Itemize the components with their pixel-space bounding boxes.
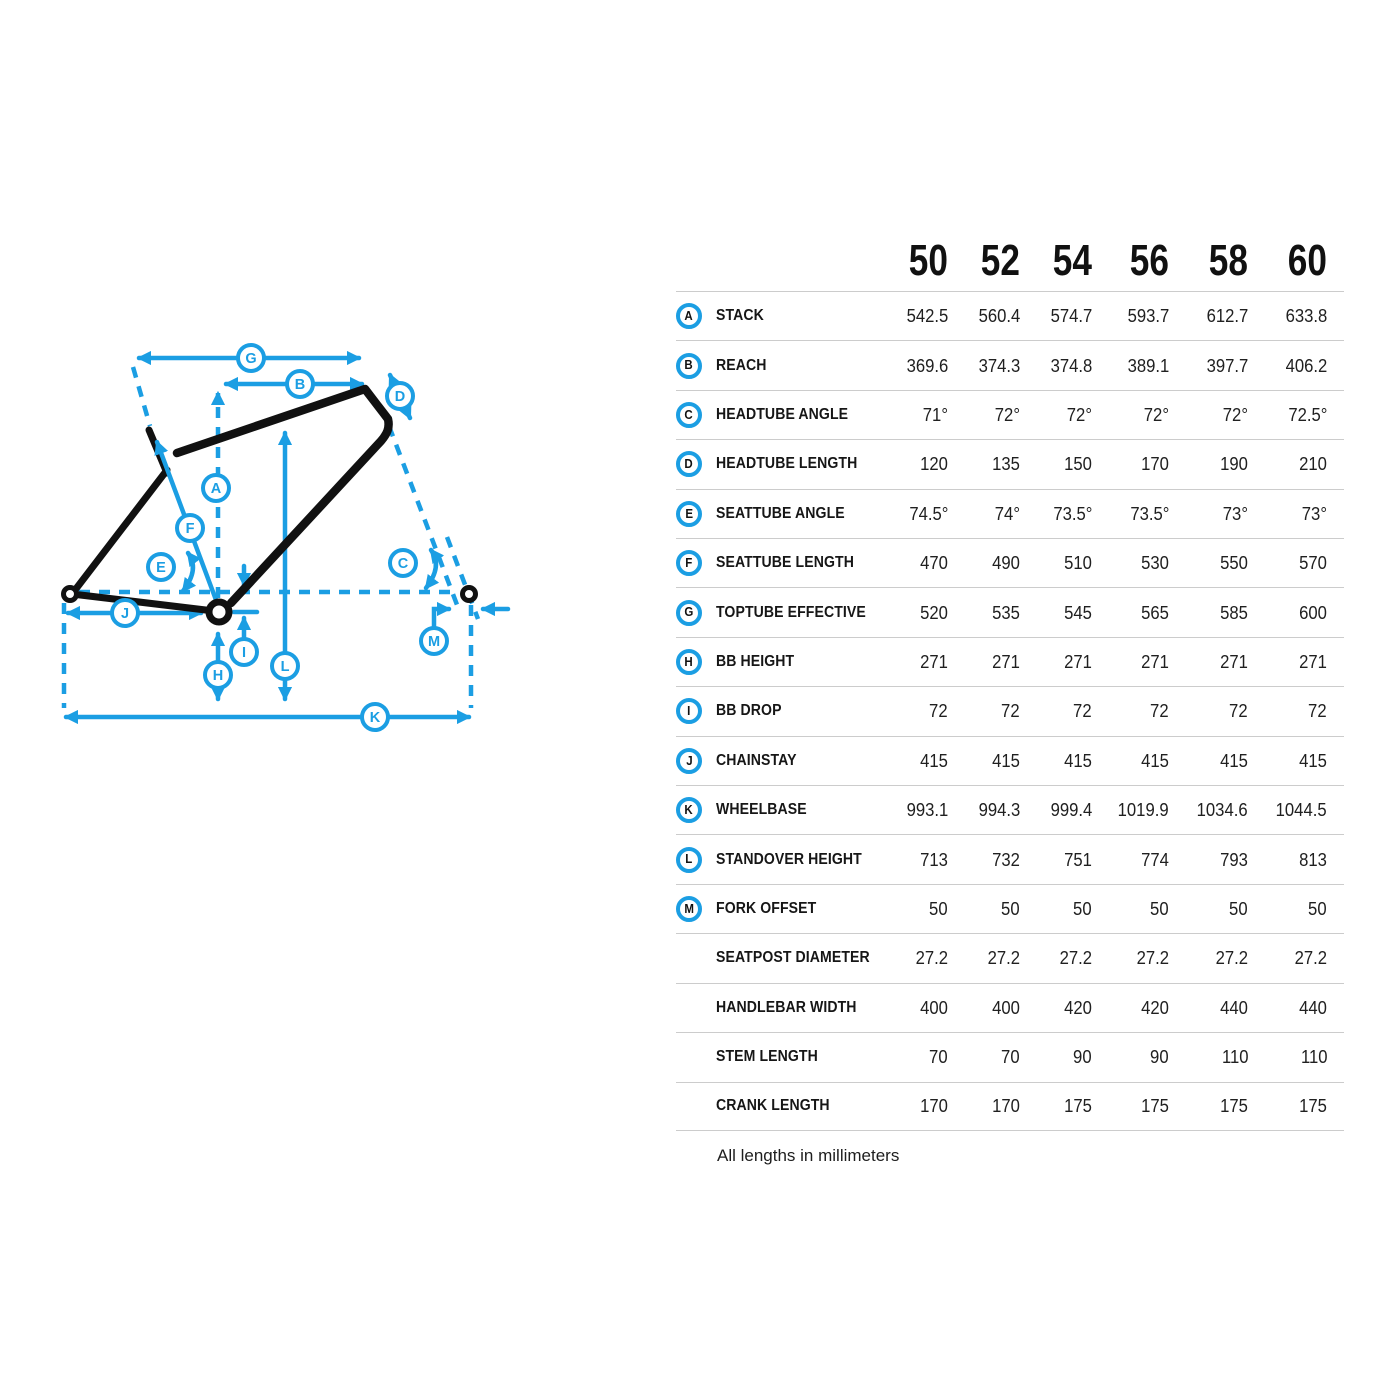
- value-cell: 389.1: [1127, 354, 1169, 376]
- badge-letter: C: [397, 556, 409, 572]
- value-cell: 530: [1141, 552, 1169, 574]
- value-cell: 397.7: [1206, 354, 1248, 376]
- value-cell: 612.7: [1206, 305, 1248, 327]
- value-cell: 560.4: [978, 305, 1020, 327]
- table-row: [676, 834, 1344, 883]
- table-row: [676, 390, 1344, 439]
- value-cell: 175: [1141, 1095, 1169, 1117]
- value-cell: 27.2: [915, 947, 948, 969]
- badge-letter: K: [369, 710, 381, 726]
- row-letter-badge: [676, 402, 702, 428]
- value-cell: 271: [1141, 651, 1169, 673]
- badge-letter: E: [156, 560, 166, 576]
- value-cell: 50: [1308, 898, 1327, 920]
- row-letter-badge: [676, 748, 702, 774]
- value-cell: 72°: [1222, 404, 1248, 426]
- value-cell: 1034.6: [1197, 799, 1248, 821]
- bike-geometry-diagram: [20, 335, 530, 745]
- row-label: TOPTUBE EFFECTIVE: [716, 603, 866, 621]
- value-cell: 210: [1299, 453, 1327, 475]
- value-cell: 74.5°: [908, 502, 948, 524]
- row-letter: E: [685, 506, 693, 521]
- value-cell: 415: [1064, 749, 1092, 771]
- table-body: [676, 291, 1344, 1131]
- value-cell: 72°: [1066, 404, 1092, 426]
- value-cell: 27.2: [1059, 947, 1092, 969]
- row-letter-badge: [676, 600, 702, 626]
- size-header: 60: [1287, 236, 1327, 285]
- badge-letter: G: [245, 351, 257, 367]
- size-header: 50: [908, 236, 948, 285]
- value-cell: 470: [920, 552, 948, 574]
- value-cell: 774: [1141, 848, 1169, 870]
- value-cell: 593.7: [1127, 305, 1169, 327]
- steering-axis-line: [389, 426, 459, 610]
- row-letter-cell: [676, 402, 716, 428]
- size-header-row: [676, 231, 1344, 291]
- row-letter-badge: [676, 797, 702, 823]
- row-letter-badge: [676, 698, 702, 724]
- bottom-bracket: [209, 602, 229, 622]
- value-cell: 542.5: [906, 305, 948, 327]
- badge-i: [231, 639, 257, 665]
- value-cell: 72: [1150, 700, 1169, 722]
- row-letter-cell: [676, 797, 716, 823]
- value-cell: 420: [1064, 996, 1092, 1018]
- value-cell: 50: [1150, 898, 1169, 920]
- row-letter: D: [684, 457, 694, 472]
- size-header: 52: [980, 236, 1020, 285]
- row-letter-cell: [676, 896, 716, 922]
- row-letter-badge: [676, 847, 702, 873]
- fork-line: [447, 537, 478, 619]
- row-letter-badge: [676, 353, 702, 379]
- row-letter-cell: [676, 550, 716, 576]
- value-cell: 72: [1073, 700, 1092, 722]
- row-letter-badge: [676, 550, 702, 576]
- value-cell: 574.7: [1050, 305, 1092, 327]
- table-row: [676, 884, 1344, 933]
- badge-m: [421, 628, 447, 654]
- value-cell: 271: [992, 651, 1020, 673]
- value-cell: 415: [1220, 749, 1248, 771]
- value-cell: 27.2: [987, 947, 1020, 969]
- value-cell: 72: [929, 700, 948, 722]
- value-cell: 73°: [1222, 502, 1248, 524]
- badge-j: [112, 600, 138, 626]
- row-letter-cell: [676, 451, 716, 477]
- value-cell: 535: [992, 601, 1020, 623]
- row-label: REACH: [716, 356, 767, 374]
- value-cell: 175: [1064, 1095, 1092, 1117]
- value-cell: 170: [1141, 453, 1169, 475]
- size-header: 56: [1129, 236, 1169, 285]
- row-letter: L: [685, 852, 693, 867]
- size-header: 54: [1052, 236, 1092, 285]
- row-letter-cell: [676, 303, 716, 329]
- row-label: HANDLEBAR WIDTH: [716, 998, 857, 1016]
- value-cell: 135: [992, 453, 1020, 475]
- row-letter: M: [684, 901, 694, 916]
- value-cell: 170: [992, 1095, 1020, 1117]
- badge-letter: A: [210, 481, 222, 497]
- row-letter: G: [684, 605, 694, 620]
- row-letter-cell: [676, 353, 716, 379]
- table-row: [676, 439, 1344, 488]
- value-cell: 50: [929, 898, 948, 920]
- badge-letter: F: [185, 521, 195, 537]
- row-label: SEATTUBE LENGTH: [716, 554, 854, 572]
- table-row: [676, 686, 1344, 735]
- value-cell: 90: [1150, 1046, 1169, 1068]
- value-cell: 440: [1299, 996, 1327, 1018]
- badge-b: [287, 371, 313, 397]
- table-row: [676, 736, 1344, 785]
- value-cell: 50: [1001, 898, 1020, 920]
- row-letter-cell: [676, 748, 716, 774]
- diagram-letter-badges: [112, 345, 447, 730]
- value-cell: 374.8: [1050, 354, 1092, 376]
- badge-letter: D: [394, 389, 406, 405]
- value-cell: 1044.5: [1276, 799, 1327, 821]
- value-cell: 170: [920, 1095, 948, 1117]
- value-cell: 374.3: [978, 354, 1020, 376]
- badge-f: [177, 515, 203, 541]
- value-cell: 50: [1229, 898, 1248, 920]
- units-footnote: All lengths in millimeters: [717, 1146, 900, 1165]
- value-cell: 70: [929, 1046, 948, 1068]
- row-letter-badge: [676, 501, 702, 527]
- value-cell: 406.2: [1285, 354, 1327, 376]
- value-cell: 510: [1064, 552, 1092, 574]
- row-label: SEATTUBE ANGLE: [716, 504, 845, 522]
- table-row: [676, 587, 1344, 636]
- badge-a: [203, 475, 229, 501]
- value-cell: 415: [920, 749, 948, 771]
- value-cell: 600: [1299, 601, 1327, 623]
- value-cell: 751: [1064, 848, 1092, 870]
- value-cell: 72: [1229, 700, 1248, 722]
- value-cell: 415: [1299, 749, 1327, 771]
- row-letter: A: [684, 308, 694, 323]
- value-cell: 175: [1299, 1095, 1327, 1117]
- table-row: [676, 785, 1344, 834]
- value-cell: 110: [1300, 1046, 1327, 1068]
- badge-h: [205, 662, 231, 688]
- value-cell: 27.2: [1294, 947, 1327, 969]
- row-letter: J: [685, 753, 693, 768]
- row-label: HEADTUBE ANGLE: [716, 406, 849, 424]
- value-cell: 994.3: [978, 799, 1020, 821]
- row-label: STANDOVER HEIGHT: [716, 850, 862, 868]
- value-cell: 50: [1073, 898, 1092, 920]
- value-cell: 440: [1220, 996, 1248, 1018]
- table-row: [676, 983, 1344, 1032]
- size-header: 58: [1208, 236, 1248, 285]
- fork-offset-elbow-arrow: [434, 609, 449, 627]
- row-label: CRANK LENGTH: [716, 1097, 830, 1115]
- value-cell: 271: [1299, 651, 1327, 673]
- value-cell: 72: [1308, 700, 1327, 722]
- value-cell: 74°: [994, 502, 1020, 524]
- seattube-extension-line: [133, 367, 150, 426]
- badge-e: [148, 554, 174, 580]
- row-letter-cell: [676, 649, 716, 675]
- value-cell: 271: [1220, 651, 1248, 673]
- chainstay-tube: [72, 594, 214, 611]
- row-letter: F: [685, 555, 693, 570]
- value-cell: 72°: [1143, 404, 1169, 426]
- row-letter: K: [684, 803, 694, 818]
- value-cell: 73.5°: [1129, 502, 1169, 524]
- badge-letter: J: [120, 606, 130, 622]
- row-label: SEATPOST DIAMETER: [716, 949, 870, 967]
- value-cell: 190: [1220, 453, 1248, 475]
- row-label: FORK OFFSET: [716, 900, 817, 918]
- row-letter-badge: [676, 451, 702, 477]
- value-cell: 420: [1141, 996, 1169, 1018]
- value-cell: 271: [920, 651, 948, 673]
- table-row: [676, 1032, 1344, 1081]
- value-cell: 993.1: [906, 799, 948, 821]
- badge-letter: L: [280, 659, 290, 675]
- row-label: CHAINSTAY: [716, 751, 797, 769]
- value-cell: 400: [920, 996, 948, 1018]
- row-label: STACK: [716, 307, 764, 325]
- value-cell: 72: [1001, 700, 1020, 722]
- table-row: [676, 933, 1344, 982]
- badge-l: [272, 653, 298, 679]
- value-cell: 27.2: [1215, 947, 1248, 969]
- value-cell: 175: [1220, 1095, 1248, 1117]
- row-letter: I: [687, 704, 691, 719]
- row-letter-badge: [676, 896, 702, 922]
- value-cell: 550: [1220, 552, 1248, 574]
- table-row: [676, 340, 1344, 389]
- value-cell: 90: [1073, 1046, 1092, 1068]
- table-row: [676, 1082, 1344, 1131]
- row-letter-cell: [676, 600, 716, 626]
- row-letter-cell: [676, 698, 716, 724]
- value-cell: 490: [992, 552, 1020, 574]
- value-cell: 999.4: [1050, 799, 1092, 821]
- value-cell: 27.2: [1136, 947, 1169, 969]
- row-letter: C: [684, 407, 694, 422]
- value-cell: 73°: [1301, 502, 1327, 524]
- badge-k: [362, 704, 388, 730]
- value-cell: 72.5°: [1287, 404, 1327, 426]
- value-cell: 271: [1064, 651, 1092, 673]
- value-cell: 369.6: [906, 354, 948, 376]
- front-axle: [463, 588, 476, 601]
- table-row: [676, 489, 1344, 538]
- value-cell: 150: [1064, 453, 1092, 475]
- row-letter-cell: [676, 501, 716, 527]
- value-cell: 633.8: [1285, 305, 1327, 327]
- value-cell: 732: [992, 848, 1020, 870]
- value-cell: 400: [992, 996, 1020, 1018]
- value-cell: 415: [992, 749, 1020, 771]
- badge-g: [238, 345, 264, 371]
- value-cell: 520: [920, 601, 948, 623]
- value-cell: 72°: [994, 404, 1020, 426]
- value-cell: 70: [1001, 1046, 1020, 1068]
- value-cell: 565: [1141, 601, 1169, 623]
- badge-letter: H: [212, 668, 224, 684]
- frame-outline: [72, 389, 389, 611]
- badge-letter: B: [294, 377, 306, 393]
- row-label: BB DROP: [716, 702, 782, 720]
- value-cell: 71°: [922, 404, 948, 426]
- geometry-table: [676, 231, 1344, 1131]
- value-cell: 545: [1064, 601, 1092, 623]
- value-cell: 1019.9: [1118, 799, 1169, 821]
- row-label: HEADTUBE LENGTH: [716, 455, 858, 473]
- row-label: BB HEIGHT: [716, 653, 795, 671]
- value-cell: 73.5°: [1052, 502, 1092, 524]
- row-letter-cell: [676, 847, 716, 873]
- rear-axle: [64, 588, 77, 601]
- badge-letter: I: [241, 645, 247, 661]
- value-cell: 570: [1299, 552, 1327, 574]
- row-label: WHEELBASE: [716, 801, 807, 819]
- value-cell: 793: [1220, 848, 1248, 870]
- row-label: STEM LENGTH: [716, 1048, 818, 1066]
- table-row: [676, 291, 1344, 340]
- row-letter-badge: [676, 303, 702, 329]
- value-cell: 713: [920, 848, 948, 870]
- row-letter: B: [684, 358, 694, 373]
- table-row: [676, 538, 1344, 587]
- row-letter-badge: [676, 649, 702, 675]
- badge-c: [390, 550, 416, 576]
- value-cell: 120: [920, 453, 948, 475]
- value-cell: 585: [1220, 601, 1248, 623]
- value-cell: 110: [1221, 1046, 1248, 1068]
- headtube-angle-arc: [426, 550, 436, 588]
- value-cell: 415: [1141, 749, 1169, 771]
- table-row: [676, 637, 1344, 686]
- row-letter: H: [684, 654, 694, 669]
- badge-letter: M: [427, 634, 441, 650]
- badge-d: [387, 383, 413, 409]
- value-cell: 813: [1299, 848, 1327, 870]
- seattube-angle-arc: [183, 553, 193, 591]
